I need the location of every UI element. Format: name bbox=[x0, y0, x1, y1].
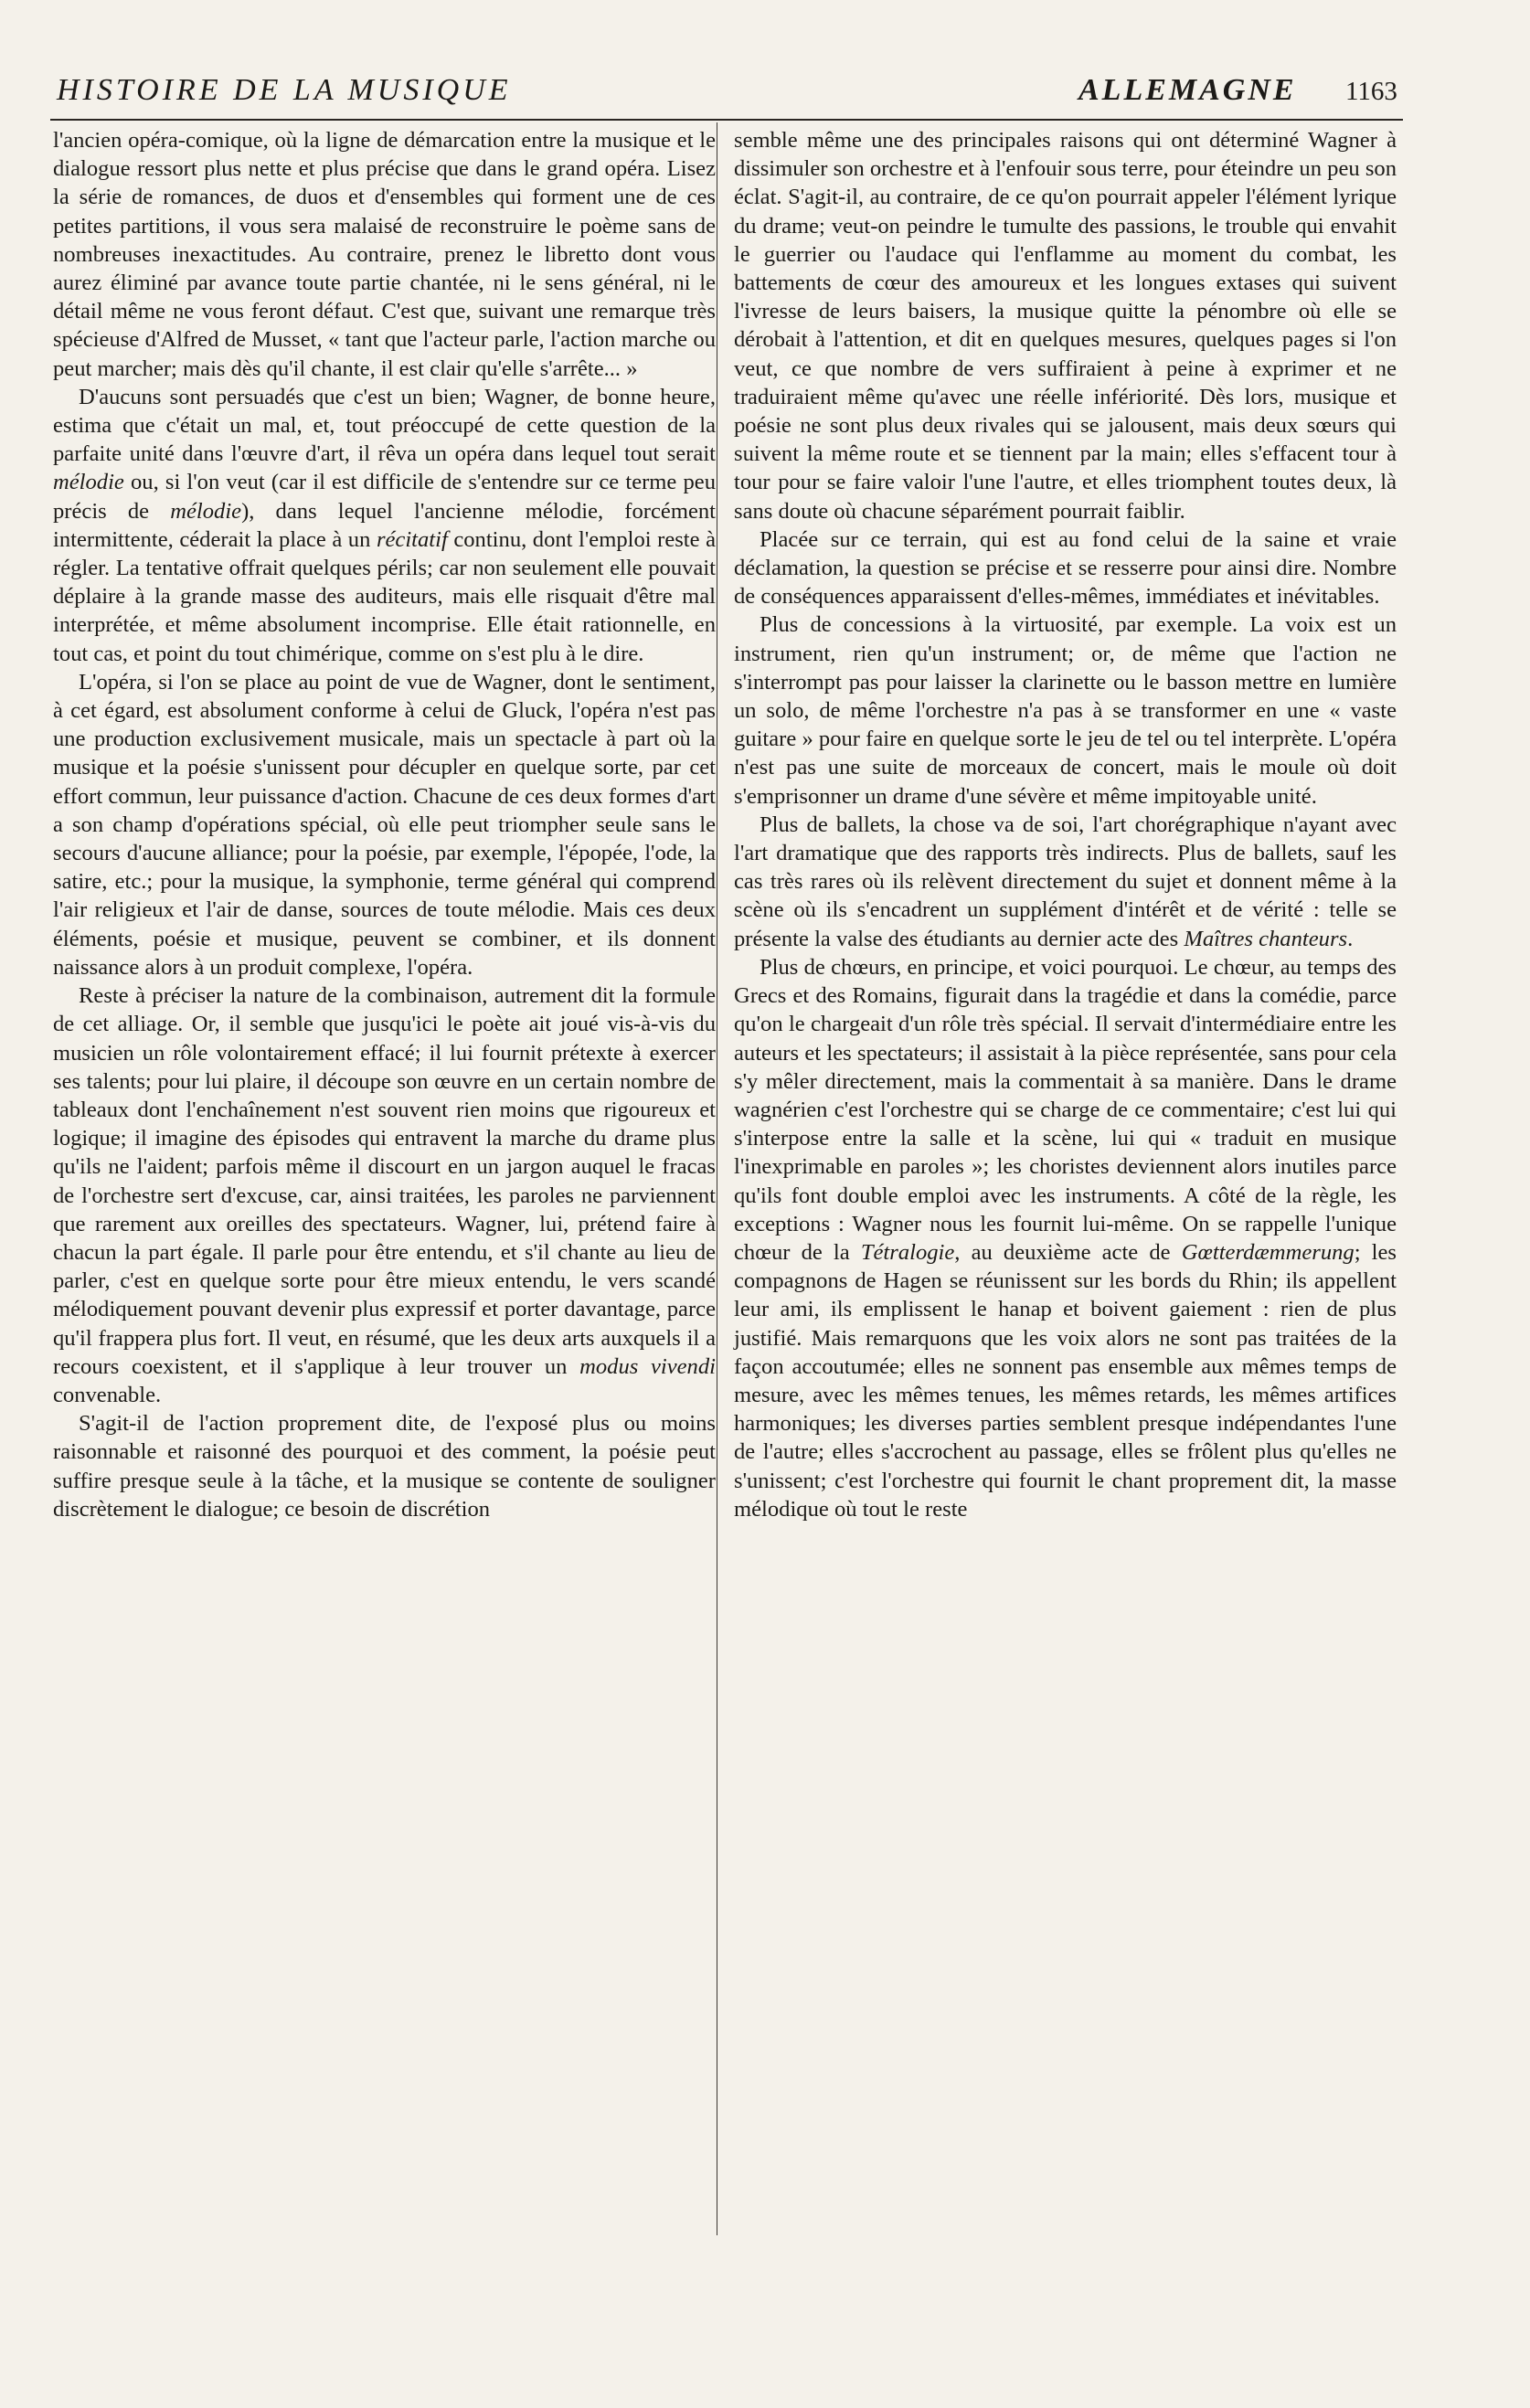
text-run: convenable. bbox=[53, 1382, 162, 1407]
text-run: Plus de chœurs, en principe, et voici pourquoi. Le chœur, au temps des Grecs et des Romains, figurait dans la tragédie et dans la comédie, parce qu'on le chargeait d'un rôle très spécial. Il servait d'intermédiaire entre les auteurs et les spectateurs; il assistait à la pièce représentée, sans pour cela s'y mêler directement, mais la commentait à sa manière. Dans le drame wagnérien c'est l'orchestre qui se charge de ce commentaire; c'est lui qui s'interpose entre la salle et la scène, lui qui « traduit en musique l'inexprimable en paroles »; les choristes deviennent alors inutiles parce qu'ils font double emploi avec les instruments. A côté de la règle, les exceptions : Wagner nous les fournit lui-même. On se rappelle l'unique chœur de la bbox=[734, 954, 1397, 1265]
text-run: D'aucuns sont persuadés que c'est un bien; Wagner, de bonne heure, estima que c'était un mal, et, tout préoccupé de cette question de la parfaite unité dans l'œuvre d'art, il rêva un opéra dans lequel tout serait bbox=[53, 384, 716, 467]
left-column bbox=[53, 126, 716, 1523]
text-run: continu, dont l'emploi reste à régler. La tentative offrait quelques périls; car non seulement elle pouvait déplaire à la grande masse des auditeurs, mais elle risquait d'être mal interprétée, et même absolument incomprise. Elle était rationnelle, en tout cas, et point du tout chimérique, comme on s'est plu à le dire. bbox=[53, 526, 717, 666]
header-rule bbox=[50, 119, 1403, 121]
page-number: 1163 bbox=[1345, 77, 1397, 106]
italic-title: mélodie bbox=[170, 498, 242, 524]
text-run: , au deuxième acte de bbox=[954, 1239, 1182, 1265]
page-header bbox=[57, 73, 1400, 119]
italic-title: Maîtres chanteurs bbox=[1184, 926, 1348, 951]
paragraph bbox=[734, 525, 1397, 611]
italic-title: Tétralogie bbox=[860, 1239, 955, 1265]
text-run: ou, si l'on veut (car il est difficile de s'entendre sur ce terme peu précis de bbox=[53, 470, 716, 524]
italic-title: Gœtterdæmmerung bbox=[1181, 1239, 1355, 1265]
text-run: l'ancien opéra-comique, où la ligne de démarcation entre la musique et le dialogue ressort plus nette et plus précise que dans le grand opéra. Lisez la série de romances, de duos et d'ensembles qui forment une de ces petites partitions, il vous sera malaisé de reconstruire le poème sans de nombreuses inexactitudes. Au contraire, prenez le libretto dont vous aurez éliminé par avance toute partie chantée, ni le sens général, ni le détail même ne vous feront défaut. C'est que, suivant une remarque très spécieuse d'Alfred de Musset, « tant que l'acteur parle, l'action marche ou peut marcher; mais dès qu'il chante, il est clair qu'elle s'arrête... » bbox=[53, 128, 716, 381]
text-run: Plus de ballets, la chose va de soi, l'art chorégraphique n'ayant avec l'art dramatique que des rapports très indirects. Plus de ballets, sauf les cas très rares où ils relèvent directement du sujet et donnent même à la scène où ils s'encadrent un supplément d'intérêt et de vérité : telle se présente la valse des étudiants au dernier acte des bbox=[734, 812, 1397, 951]
text-run: L'opéra, si l'on se place au point de vue de Wagner, dont le sentiment, à cet égard, est absolument conforme à celui de Gluck, l'opéra n'est pas une production exclusivement musicale, mais un spectacle à part où la musique et la poésie s'unissent pour décupler en quelque sorte, par cet effort commun, leur puissance d'action. Chacune de ces deux formes d'art a son champ d'opérations spécial, où elle peut triompher seule sans le secours d'aucune alliance; pour la poésie, par exemple, l'épopée, l'ode, la satire, etc.; pour la musique, la symphonie, terme général qui comprend l'air religieux et l'air de danse, sources de toute mélodie. Mais ces deux éléments, poésie et musique, peuvent se combiner, et ils donnent naissance alors à un produit complexe, l'opéra. bbox=[53, 669, 716, 980]
text-run: ), dans lequel l'ancienne mélodie, forcément intermittente, céderait la place à un bbox=[53, 498, 716, 552]
paragraph bbox=[734, 953, 1397, 1523]
paragraph bbox=[53, 981, 716, 1409]
text-run: Plus de concessions à la virtuosité, par exemple. La voix est un instrument, rien qu'un instrument; or, de même que l'action ne s'interrompt pas pour laisser la clarinette ou le basson mettre en lumière un solo, de même l'orchestre n'a pas à se transformer en une « vaste guitare » pour faire en quelque sorte le jeu de tel ou tel interprète. L'opéra n'est pas une suite de morceaux de concert, mais le moule où doit s'emprisonner un drame d'une sévère et même impitoyable unité. bbox=[734, 612, 1397, 809]
text-run: semble même une des principales raisons qui ont déterminé Wagner à dissimuler son orchestre et à l'enfouir sous terre, pour éteindre un peu son éclat. S'agit-il, au contraire, de ce qu'on pourrait appeler l'élément lyrique du drame; veut-on peindre le tumulte des passions, le trouble qui envahit le guerrier ou l'audace qui l'enflamme au moment du combat, les battements de cœur des amoureux et les longues extases qui suivent l'ivresse de leurs baisers, la musique quitte la pénombre où elle se dérobait à l'attention, et dit en quelques mesures, quelques pages si l'on veut, ce que nombre de vers suffiraient à peine à exprimer et ne traduiraient même qu'avec une réelle infériorité. Dès lors, musique et poésie ne sont plus deux rivales qui se jalousent, mais deux sœurs qui suivent la même route et se tiennent par la main; elles s'effacent tour à tour pour se faire valoir l'une l'autre, et elles triomphent toutes deux, là sans doute où chacune séparément pourrait faiblir. bbox=[734, 128, 1397, 524]
italic-title: modus vivendi bbox=[579, 1353, 716, 1379]
paragraph bbox=[734, 610, 1397, 810]
right-column bbox=[734, 126, 1397, 1523]
italic-title: récitatif bbox=[376, 526, 448, 552]
text-run: ; les compagnons de Hagen se réunissent sur les bords du Rhin; ils appellent leur ami, ils emplissent le hanap et boivent gaiement : rien de plus justifié. Mais remarquons que les voix alors ne sont pas traitées de la façon accoutumée; elles ne sonnent pas ensemble aux mêmes temps de mesure, avec les mêmes tenues, les mêmes retards, les mêmes artifices harmoniques; les diverses parties semblent presque indépendantes l'une de l'autre; elles s'accrochent au passage, elles se frôlent plus qu'elles ne s'unissent; c'est l'orchestre qui fournit le chant proprement dit, la masse mélodique où tout le reste bbox=[734, 1239, 1397, 1522]
paragraph bbox=[734, 126, 1397, 525]
paragraph bbox=[53, 668, 716, 981]
paragraph bbox=[53, 1409, 716, 1523]
paragraph bbox=[53, 126, 716, 383]
text-run: Placée sur ce terrain, qui est au fond celui de la saine et vraie déclamation, la question se précise et se resserre pour ainsi dire. Nombre de conséquences apparaissent d'elles-mêmes, immédiates et inévitables. bbox=[734, 526, 1397, 610]
italic-title: mélodie bbox=[53, 470, 124, 495]
section-title: ALLEMAGNE bbox=[1078, 73, 1297, 107]
running-title: HISTOIRE DE LA MUSIQUE bbox=[57, 73, 512, 107]
text-run: S'agit-il de l'action proprement dite, de l'exposé plus ou moins raisonnable et raisonné des pourquoi et des comment, la poésie peut suffire presque seule à la tâche, et la musique se contente de souligner discrètement le dialogue; ce besoin de discrétion bbox=[53, 1411, 716, 1522]
text-run: . bbox=[1347, 926, 1354, 951]
paragraph bbox=[734, 811, 1397, 953]
text-run: Reste à préciser la nature de la combinaison, autrement dit la formule de cet alliage. Or, il semble que jusqu'ici le poète ait joué vis-à-vis du musicien un rôle volontairement effacé; il lui fournit prétexte à exercer ses talents; pour lui plaire, il découpe son œuvre en un certain nombre de tableaux dont l'enchaînement n'est souvent rien moins que rigoureux et logique; il imagine des épisodes qui entravent la marche du drame plus qu'ils ne l'aident; parfois même il discourt en un jargon auquel le fracas de l'orchestre sert d'excuse, car, ainsi traitées, les paroles ne parviennent que rarement aux oreilles des spectateurs. Wagner, lui, prétend faire à chacun la part égale. Il parle pour être entendu, et s'il chante au lieu de parler, c'est en quelque sorte pour être mieux entendu, le vers scandé mélodiquement pouvant devenir plus expressif et porter davantage, parce qu'il frappera plus fort. Il veut, en résumé, que les deux arts auxquels il a recours coexistent, et il s'applique à leur trouver un bbox=[53, 983, 716, 1379]
paragraph bbox=[53, 383, 716, 668]
